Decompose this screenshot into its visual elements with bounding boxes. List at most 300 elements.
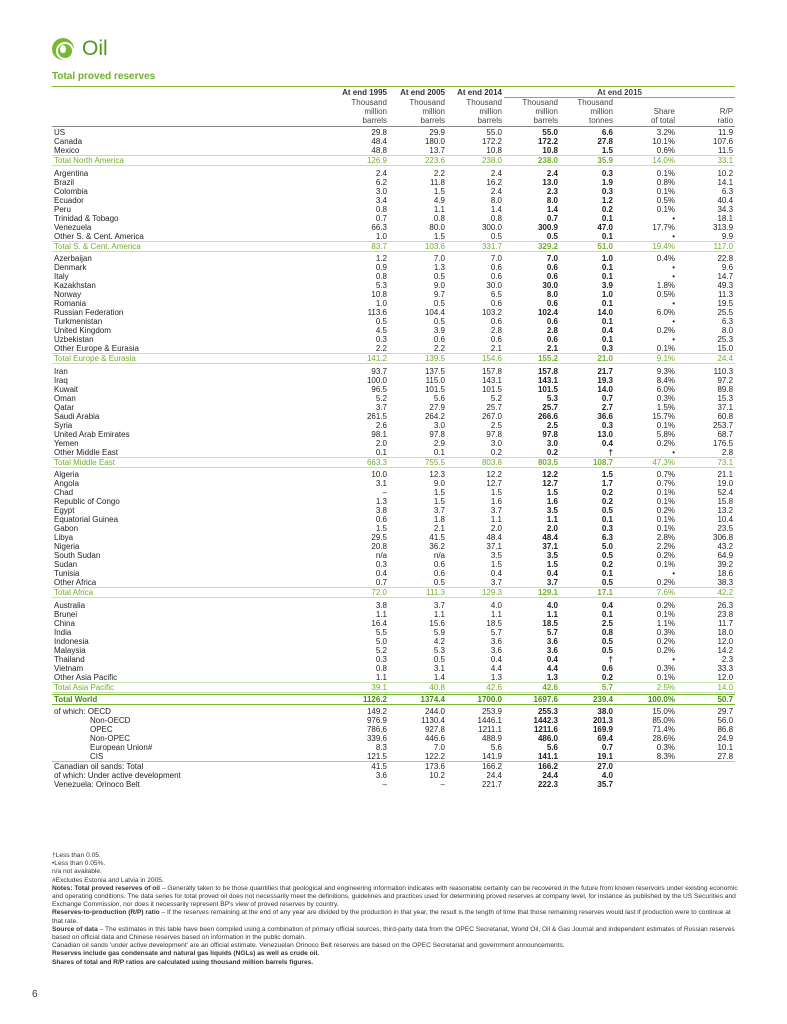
- table-row: [52, 448, 735, 458]
- table-cell: 24.4: [486, 771, 502, 780]
- table-row: [52, 524, 735, 533]
- table-cell: 39.1: [340, 682, 389, 692]
- table-cell: 1.3: [375, 497, 387, 506]
- table-cell: 149.2: [366, 707, 387, 716]
- table-cell: 30.0: [542, 281, 558, 290]
- table-cell: 9.1%: [615, 354, 677, 364]
- table-cell: 0.1%: [656, 186, 675, 196]
- row-label: Total S. & Cent. America: [52, 241, 340, 251]
- table-cell: 5.7: [560, 682, 615, 692]
- year-header: At end 2014: [457, 88, 502, 98]
- unit-label: million: [535, 107, 558, 116]
- table-row: [52, 299, 735, 308]
- table-cell: 0.1: [601, 231, 613, 241]
- table-cell: 4.0: [601, 771, 613, 780]
- table-cell: 3.0: [546, 438, 558, 448]
- table-cell: 6.6: [601, 128, 613, 137]
- rp-definition: Reserves-to-production (R/P) ratio – If the reserves remaining at the end of any year are divided by the production in that year, the result is the length of time that those remaining reserves would last if production were to continue at that rate.: [52, 909, 731, 925]
- table-row: [52, 326, 735, 335]
- table-cell: 169.9: [592, 725, 613, 734]
- table-cell: 49.3: [717, 281, 734, 290]
- table-cell: 2.7: [601, 402, 613, 412]
- table-row: [52, 734, 735, 743]
- reserves-note: Reserves include gas condensate and natural gas liquids (NGLs) as well as crude oil.: [52, 950, 320, 958]
- table-cell: 93.7: [371, 366, 387, 376]
- table-cell: 786.6: [366, 725, 387, 734]
- table-cell: 5.5: [375, 627, 387, 637]
- table-row: [52, 646, 735, 655]
- table-cell: 3.9: [601, 281, 613, 290]
- table-cell: 0.5%: [656, 290, 675, 299]
- row-label: Kuwait: [54, 384, 79, 394]
- table-cell: 5.0: [375, 636, 387, 646]
- table-cell: 3.6: [490, 645, 502, 655]
- footnote: †Less than 0.05.: [52, 852, 101, 859]
- row-label: Romania: [54, 299, 87, 308]
- table-cell: [615, 771, 677, 780]
- table-cell: 0.1: [375, 447, 387, 457]
- table-cell: 3.5: [490, 551, 502, 560]
- table-cell: 2.5: [490, 420, 502, 430]
- table-cell: 41.5: [340, 762, 389, 772]
- table-cell: 8.4%: [656, 375, 675, 385]
- table-cell: 36.2: [429, 542, 445, 551]
- table-cell: 1700.0: [447, 694, 504, 704]
- table-cell: 0.8: [375, 663, 387, 673]
- table-cell: 8.0: [546, 290, 558, 299]
- table-cell: 2.0: [546, 524, 558, 533]
- row-label: Denmark: [54, 263, 87, 272]
- table-cell: 4.9: [433, 195, 445, 205]
- table-cell: 0.2: [601, 672, 613, 682]
- table-cell: 239.4: [560, 694, 615, 704]
- table-row: [52, 743, 735, 752]
- table-cell: 3.1: [433, 663, 445, 673]
- table-row: [52, 168, 735, 178]
- table-cell: 141.1: [537, 752, 558, 761]
- table-cell: 23.8: [717, 609, 734, 619]
- table-cell: 4.0: [490, 600, 502, 610]
- unit-label: barrels: [389, 116, 447, 127]
- table-cell: 4.2: [433, 636, 445, 646]
- table-cell: 4.0: [546, 600, 558, 610]
- table-cell: 0.2%: [656, 645, 675, 655]
- row-label: Mexico: [54, 146, 80, 155]
- table-cell: 101.5: [537, 384, 558, 394]
- row-label: Qatar: [54, 402, 75, 412]
- table-cell: 0.2: [490, 447, 502, 457]
- table-cell: 8.0: [721, 326, 734, 335]
- source-of-data: Source of data – The estimates in this table have been compiled using a combination of primary official sources, third-party data from the OPEC Secretariat, World Oil, Oil & Gas Journal and independent estimates of Russian reserves based on official data and Chinese reserves based on information in the public domain.: [52, 925, 735, 942]
- table-cell: 0.6: [490, 299, 502, 308]
- notes-definition: Notes: Total proved reserves of oil – Generally taken to be those quantities that geological and engineering information indicates with reasonable certainty can be recovered in the future from known reservoirs under existing economic and operating conditions. The data series for total proved oil does not necessarily meet the definitions, guidelines and practices used for determining proved reserves at company level, for instance as published by the US Securities and Exchange Commission, nor does it necessarily represent BP's view of proved reserves by country.: [52, 884, 738, 909]
- table-cell: 3.7: [375, 402, 387, 412]
- table-cell: 154.6: [447, 354, 504, 364]
- table-cell: 47.0: [597, 222, 613, 232]
- table-cell: 2.1: [546, 344, 558, 353]
- table-cell: 107.6: [713, 137, 734, 146]
- table-cell: 1.8%: [656, 281, 675, 290]
- table-cell: 141.2: [340, 354, 389, 364]
- table-cell: 17.1: [560, 588, 615, 598]
- oil-sands-note: Canadian oil sands 'under active development' are an official estimate. Venezuelan Orinoco Belt reserves are based on the OPEC Secretariat and government announcements.: [52, 942, 565, 950]
- table-cell: 3.7: [490, 506, 502, 515]
- table-cell: 0.5: [433, 272, 445, 281]
- row-label: Thailand: [54, 654, 85, 664]
- table-row: [52, 412, 735, 421]
- table-row: [52, 421, 735, 430]
- table-cell: [615, 762, 677, 772]
- table-cell: 0.6: [546, 299, 558, 308]
- row-label: Algeria: [54, 470, 79, 479]
- table-cell: 2.0: [375, 438, 387, 448]
- table-row: [52, 673, 735, 683]
- row-label: Libya: [54, 533, 74, 542]
- table-cell: •: [672, 299, 675, 308]
- table-cell: 0.5: [601, 636, 613, 646]
- unit-label: tonnes: [560, 116, 615, 127]
- table-cell: 15.8: [717, 497, 734, 506]
- table-cell: 56.0: [717, 716, 734, 725]
- table-cell: 172.2: [537, 137, 558, 146]
- table-cell: 97.8: [542, 429, 558, 439]
- table-cell: 223.6: [389, 156, 447, 166]
- table-cell: 0.2: [601, 560, 613, 569]
- table-cell: 180.0: [424, 137, 445, 146]
- table-cell: 253.7: [713, 420, 734, 430]
- table-cell: 1.5: [433, 488, 445, 497]
- table-cell: 0.1: [601, 569, 613, 578]
- units-header-row: [52, 107, 735, 116]
- table-row: [52, 272, 735, 281]
- table-cell: 143.1: [481, 375, 502, 385]
- row-label: of which: OECD: [54, 707, 111, 716]
- table-cell: •: [672, 569, 675, 578]
- footnote: #Excludes Estonia and Latvia in 2005.: [52, 876, 164, 884]
- table-cell: •: [672, 317, 675, 326]
- table-cell: 1.2: [375, 254, 387, 263]
- table-cell: 1.5: [490, 560, 502, 569]
- table-cell: 12.0: [717, 672, 734, 682]
- table-cell: 1.0: [601, 254, 613, 263]
- world-total-row: [52, 694, 735, 704]
- table-cell: 0.2%: [656, 578, 675, 587]
- table-cell: •: [672, 231, 675, 241]
- table-cell: 0.4: [490, 569, 502, 578]
- table-cell: 5.2: [375, 393, 387, 403]
- table-cell: 0.8: [601, 627, 613, 637]
- table-cell: 927.8: [424, 725, 445, 734]
- table-cell: 10.8: [486, 146, 502, 155]
- row-label: Tunisia: [54, 569, 80, 578]
- oil-drop-icon: [52, 38, 74, 60]
- table-cell: 6.0%: [656, 384, 675, 394]
- table-row: [52, 232, 735, 242]
- table-cell: 1.5%: [656, 402, 675, 412]
- table-cell: 0.1: [433, 447, 445, 457]
- table-cell: 0.2%: [656, 600, 675, 610]
- table-cell: 85.0%: [652, 716, 675, 725]
- table-cell: 0.5: [601, 506, 613, 515]
- table-cell: 0.1%: [656, 420, 675, 430]
- table-cell: 42.6: [504, 682, 560, 692]
- table-cell: 143.1: [537, 375, 558, 385]
- table-cell: 42.6: [447, 682, 504, 692]
- table-cell: 10.0: [371, 470, 387, 479]
- table-row: [52, 223, 735, 232]
- row-label: Total North America: [52, 156, 340, 166]
- table-cell: 5.3: [433, 645, 445, 655]
- table-cell: 267.0: [481, 411, 502, 421]
- row-label: Australia: [54, 600, 86, 610]
- table-cell: 0.1%: [656, 204, 675, 214]
- unit-label: million: [479, 107, 502, 116]
- row-label: US: [54, 128, 66, 137]
- table-cell: 18.1: [717, 213, 734, 223]
- table-cell: 50.7: [677, 694, 735, 704]
- table-cell: 0.3: [601, 186, 613, 196]
- table-cell: 0.5: [601, 551, 613, 560]
- table-cell: 0.4: [546, 569, 558, 578]
- unit-label: million: [364, 107, 387, 116]
- row-label: Uzbekistan: [54, 335, 94, 344]
- table-cell: 0.6: [433, 335, 445, 344]
- row-label: Other Middle East: [54, 447, 119, 457]
- table-row: [52, 187, 735, 196]
- row-label: Other S. & Cent. America: [54, 231, 144, 241]
- table-cell: 3.0: [433, 420, 445, 430]
- table-row: [52, 403, 735, 412]
- table-cell: 166.2: [504, 762, 560, 772]
- table-cell: 1.0: [601, 290, 613, 299]
- table-cell: 42.2: [677, 588, 735, 598]
- table-cell: 1.1: [490, 609, 502, 619]
- table-row: [52, 469, 735, 479]
- row-label: Canadian oil sands: Total: [52, 762, 340, 772]
- table-row: [52, 619, 735, 628]
- table-row: [52, 725, 735, 734]
- table-cell: 6.3: [721, 317, 734, 326]
- table-cell: [615, 780, 677, 789]
- table-row: [52, 385, 735, 394]
- table-cell: 34.3: [717, 204, 734, 214]
- table-cell: 52.4: [717, 488, 734, 497]
- table-cell: 1130.4: [421, 716, 445, 725]
- unit-label: Thousand: [577, 98, 613, 107]
- table-cell: 755.5: [389, 457, 447, 467]
- table-cell: 0.5: [601, 645, 613, 655]
- table-cell: 2.4: [490, 186, 502, 196]
- table-cell: 0.7: [546, 213, 558, 223]
- table-cell: 4.4: [546, 663, 558, 673]
- table-row: [52, 716, 735, 725]
- table-cell: 1.6: [490, 497, 502, 506]
- table-cell: 73.1: [677, 457, 735, 467]
- table-cell: 0.4: [375, 569, 387, 578]
- row-label: Chad: [54, 488, 74, 497]
- footnote: •Less than 0.05%.: [52, 860, 106, 868]
- table-cell: 14.0: [597, 384, 613, 394]
- table-cell: –: [382, 780, 387, 789]
- page-title: Oil: [82, 37, 108, 60]
- table-cell: 2.2: [433, 344, 445, 353]
- table-cell: 0.6: [546, 263, 558, 272]
- table-cell: 2.5: [546, 420, 558, 430]
- table-cell: n/a: [433, 551, 445, 560]
- table-cell: 48.4: [371, 137, 387, 146]
- table-cell: 0.2%: [656, 506, 675, 515]
- table-cell: 13.7: [429, 146, 445, 155]
- table-cell: 0.1: [601, 515, 613, 524]
- table-cell: 11.8: [430, 177, 445, 187]
- table-cell: 60.8: [717, 411, 734, 421]
- row-label: Iraq: [54, 375, 68, 385]
- row-label: Sudan: [54, 560, 78, 569]
- table-cell: 3.7: [490, 578, 502, 587]
- row-label: Vietnam: [54, 663, 84, 673]
- table-cell: 8.3%: [656, 752, 675, 761]
- row-label: Gabon: [54, 524, 79, 533]
- table-cell: 0.6: [490, 263, 502, 272]
- table-cell: 10.2: [429, 771, 445, 780]
- table-cell: 0.5: [433, 317, 445, 326]
- row-label: Malaysia: [54, 645, 86, 655]
- table-row: [52, 137, 735, 146]
- table-row: [52, 637, 735, 646]
- table-cell: 0.1%: [656, 672, 675, 682]
- table-row: [52, 560, 735, 569]
- row-label: Turkmenistan: [54, 317, 103, 326]
- table-cell: 1.2: [601, 195, 613, 205]
- table-cell: 12.2: [486, 470, 502, 479]
- table-cell: 137.5: [424, 366, 445, 376]
- table-cell: 0.1: [601, 299, 613, 308]
- table-cell: 14.0%: [615, 156, 677, 166]
- table-cell: 33.3: [717, 663, 734, 673]
- table-cell: 129.1: [504, 588, 560, 598]
- table-cell: 0.3: [375, 654, 387, 664]
- table-cell: 1.4: [433, 672, 445, 682]
- table-cell: 300.0: [481, 222, 502, 232]
- table-cell: 5.2: [490, 393, 502, 403]
- table-cell: 0.5: [601, 578, 613, 587]
- table-cell: 0.1%: [656, 515, 675, 524]
- table-row: [52, 610, 735, 619]
- table-cell: 3.5: [546, 551, 558, 560]
- table-cell: 5.6: [490, 743, 502, 752]
- table-cell: 2.8: [546, 326, 558, 335]
- table-cell: 80.0: [429, 222, 445, 232]
- table-cell: 21.0: [560, 354, 615, 364]
- unit-label: [677, 98, 735, 108]
- table-cell: 13.0: [597, 429, 613, 439]
- table-cell: 0.1%: [656, 609, 675, 619]
- table-cell: 2.9: [433, 438, 445, 448]
- table-cell: 2.4: [490, 168, 502, 178]
- row-label: Trinidad & Tobago: [54, 213, 119, 223]
- table-cell: 3.7: [546, 578, 558, 587]
- table-cell: 18.5: [542, 618, 558, 628]
- table-cell: 28.6%: [652, 734, 675, 743]
- table-cell: 1.8: [433, 515, 445, 524]
- table-cell: 0.6: [490, 317, 502, 326]
- table-cell: 238.0: [447, 156, 504, 166]
- table-cell: 18.6: [717, 569, 734, 578]
- table-row: [52, 178, 735, 187]
- table-row: [52, 780, 735, 789]
- table-cell: 98.1: [371, 429, 387, 439]
- row-label: of which: Under active development: [54, 771, 181, 780]
- table-cell: 11.7: [718, 618, 734, 628]
- table-cell: 3.9: [433, 326, 445, 335]
- unit-label: million: [422, 107, 445, 116]
- table-cell: 1.1: [490, 515, 502, 524]
- table-cell: 0.6%: [656, 146, 675, 155]
- table-row: [52, 752, 735, 762]
- row-label: Norway: [54, 290, 82, 299]
- table-cell: 0.8%: [656, 177, 675, 187]
- table-cell: 12.2: [542, 470, 558, 479]
- table-cell: 0.3: [375, 335, 387, 344]
- table-cell: 15.0%: [652, 707, 675, 716]
- table-cell: 7.0: [490, 254, 502, 263]
- table-cell: 27.0: [560, 762, 615, 772]
- row-label: China: [54, 618, 75, 628]
- table-cell: 0.1: [601, 317, 613, 326]
- table-cell: 16.4: [371, 618, 387, 628]
- table-cell: 0.8: [433, 213, 445, 223]
- table-cell: 1126.2: [340, 694, 389, 704]
- table-cell: 48.4: [486, 533, 502, 542]
- table-cell: 0.6: [490, 272, 502, 281]
- table-cell: 139.5: [389, 354, 447, 364]
- row-label: Indonesia: [54, 636, 89, 646]
- table-cell: 19.0: [717, 479, 734, 488]
- table-cell: 83.7: [340, 241, 389, 251]
- table-cell: 47.3%: [615, 457, 677, 467]
- table-cell: [677, 771, 735, 780]
- table-cell: 1.7: [601, 479, 613, 488]
- table-cell: 29.7: [717, 707, 734, 716]
- table-cell: 0.5: [433, 578, 445, 587]
- row-label: Yemen: [54, 438, 79, 448]
- table-cell: 166.2: [447, 762, 504, 772]
- table-cell: 10.8: [542, 146, 558, 155]
- table-cell: 486.0: [537, 734, 558, 743]
- table-cell: 0.3%: [656, 627, 675, 637]
- table-cell: 4.5: [375, 326, 387, 335]
- page-header: [52, 36, 108, 62]
- table-cell: 1.6: [546, 497, 558, 506]
- row-label: Colombia: [54, 186, 88, 196]
- row-label: Brazil: [54, 177, 75, 187]
- table-cell: 2.4: [375, 168, 387, 178]
- table-cell: 13.0: [542, 177, 558, 187]
- table-cell: 244.0: [424, 707, 445, 716]
- table-cell: 21.7: [597, 366, 613, 376]
- table-cell: 97.2: [717, 375, 734, 385]
- table-cell: 5.6: [546, 743, 558, 752]
- table-cell: 51.0: [560, 241, 615, 251]
- table-cell: 71.4%: [652, 725, 675, 734]
- table-cell: 2.3: [546, 186, 558, 196]
- table-cell: 2.5: [601, 618, 613, 628]
- table-cell: 1442.3: [533, 716, 558, 725]
- unit-label: [615, 98, 677, 108]
- table-cell: 5.9: [433, 627, 445, 637]
- table-cell: 7.0: [433, 254, 445, 263]
- row-label: Canada: [54, 137, 83, 146]
